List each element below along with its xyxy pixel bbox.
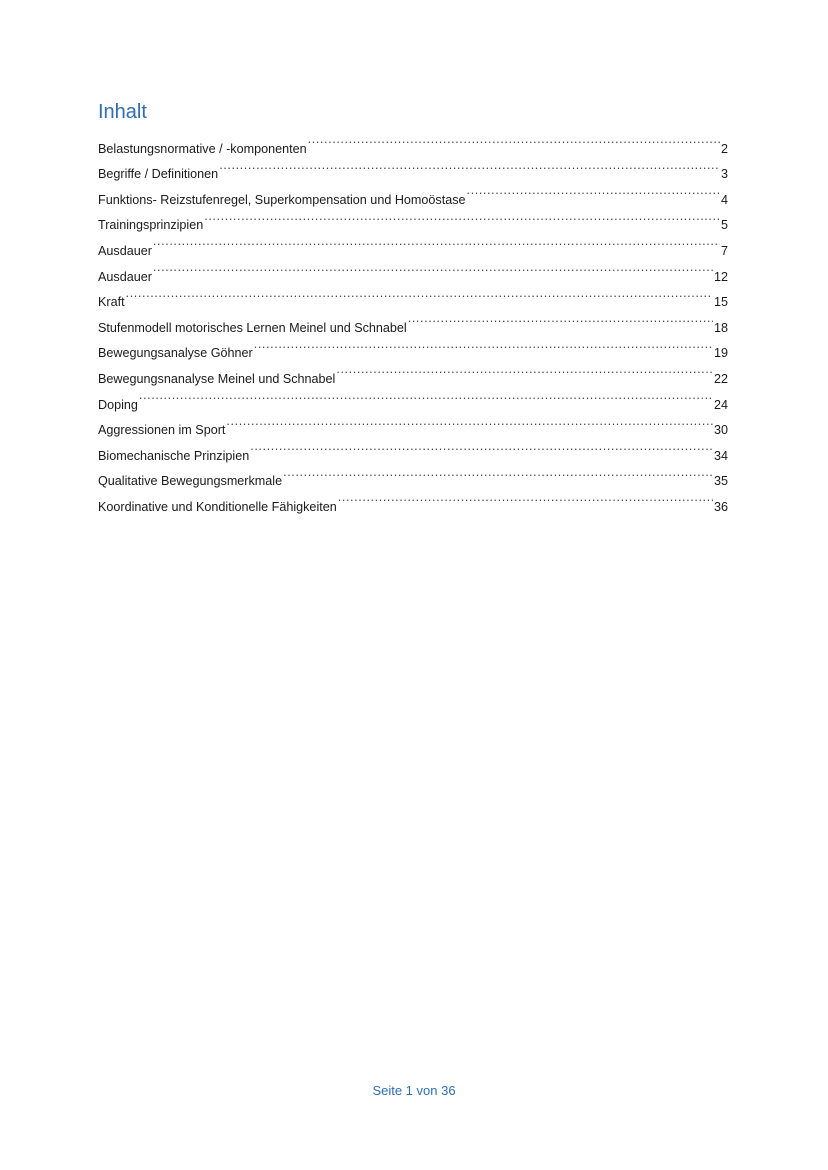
toc-dot-leader [336,357,713,383]
toc-entry-label: Stufenmodell motorisches Lernen Meinel und Schnabel [98,320,407,335]
toc-entry-label: Kraft [98,295,125,310]
toc-dot-leader [126,281,713,307]
toc-heading: Inhalt [98,101,147,123]
toc-entry-page: 5 [720,218,728,233]
toc-dot-leader [219,153,720,179]
toc-entry[interactable] [98,229,728,258]
toc-entry-label: Aggressionen im Sport [98,423,226,438]
toc-dot-leader [226,409,713,435]
toc-entry-label: Belastungsnormative / -komponenten [98,141,307,156]
toc-entry-page: 24 [713,397,728,412]
toc-entry-page: 2 [720,141,728,156]
toc-dot-leader [250,434,713,460]
toc-entry-label: Trainingsprinzipien [98,218,204,233]
toc-dot-leader [153,229,720,255]
table-of-contents [98,98,728,514]
toc-entry-label: Ausdauer [98,243,152,258]
toc-entry-label: Bewegungsnanalyse Meinel und Schnabel [98,371,336,386]
toc-entry-page: 30 [713,423,728,438]
toc-dot-leader [338,485,713,511]
toc-entry[interactable] [98,127,728,156]
toc-entry-page: 4 [720,192,728,207]
toc-entry-page: 22 [713,371,728,386]
toc-entry-page: 34 [713,448,728,463]
toc-entry[interactable] [98,306,728,335]
toc-entry-page: 7 [720,243,728,258]
toc-entry-page: 36 [713,499,728,514]
toc-entry-label: Koordinative und Konditionelle Fähigkeiten [98,499,337,514]
toc-entry[interactable] [98,383,728,412]
toc-entry[interactable] [98,409,728,438]
toc-entry[interactable] [98,281,728,310]
toc-dot-leader [204,204,720,230]
toc-dot-leader [254,332,713,358]
toc-dot-leader [308,127,720,153]
toc-entry[interactable] [98,255,728,284]
toc-dot-leader [408,306,713,332]
toc-list [98,127,728,514]
page-number-indicator: Seite 1 von 36 [372,1083,456,1098]
toc-entry-page: 12 [713,269,728,284]
toc-entry-label: Biomechanische Prinzipien [98,448,250,463]
toc-entry-page: 19 [713,346,728,361]
toc-entry-label: Doping [98,397,138,412]
toc-entry-label: Qualitative Bewegungsmerkmale [98,474,283,489]
toc-dot-leader [467,178,720,204]
toc-dot-leader [139,383,713,409]
toc-dot-leader [283,460,713,486]
page-footer [0,1083,828,1098]
toc-entry-label: Ausdauer [98,269,152,284]
toc-entry-page: 35 [713,474,728,489]
toc-entry-page: 3 [720,167,728,182]
toc-entry-label: Funktions- Reizstufenregel, Superkompensation und Homoöstase [98,192,466,207]
toc-entry-page: 15 [713,295,728,310]
toc-entry-page: 18 [713,320,728,335]
toc-dot-leader [153,255,713,281]
toc-entry-label: Begriffe / Definitionen [98,167,219,182]
toc-entry-label: Bewegungsanalyse Göhner [98,346,253,361]
